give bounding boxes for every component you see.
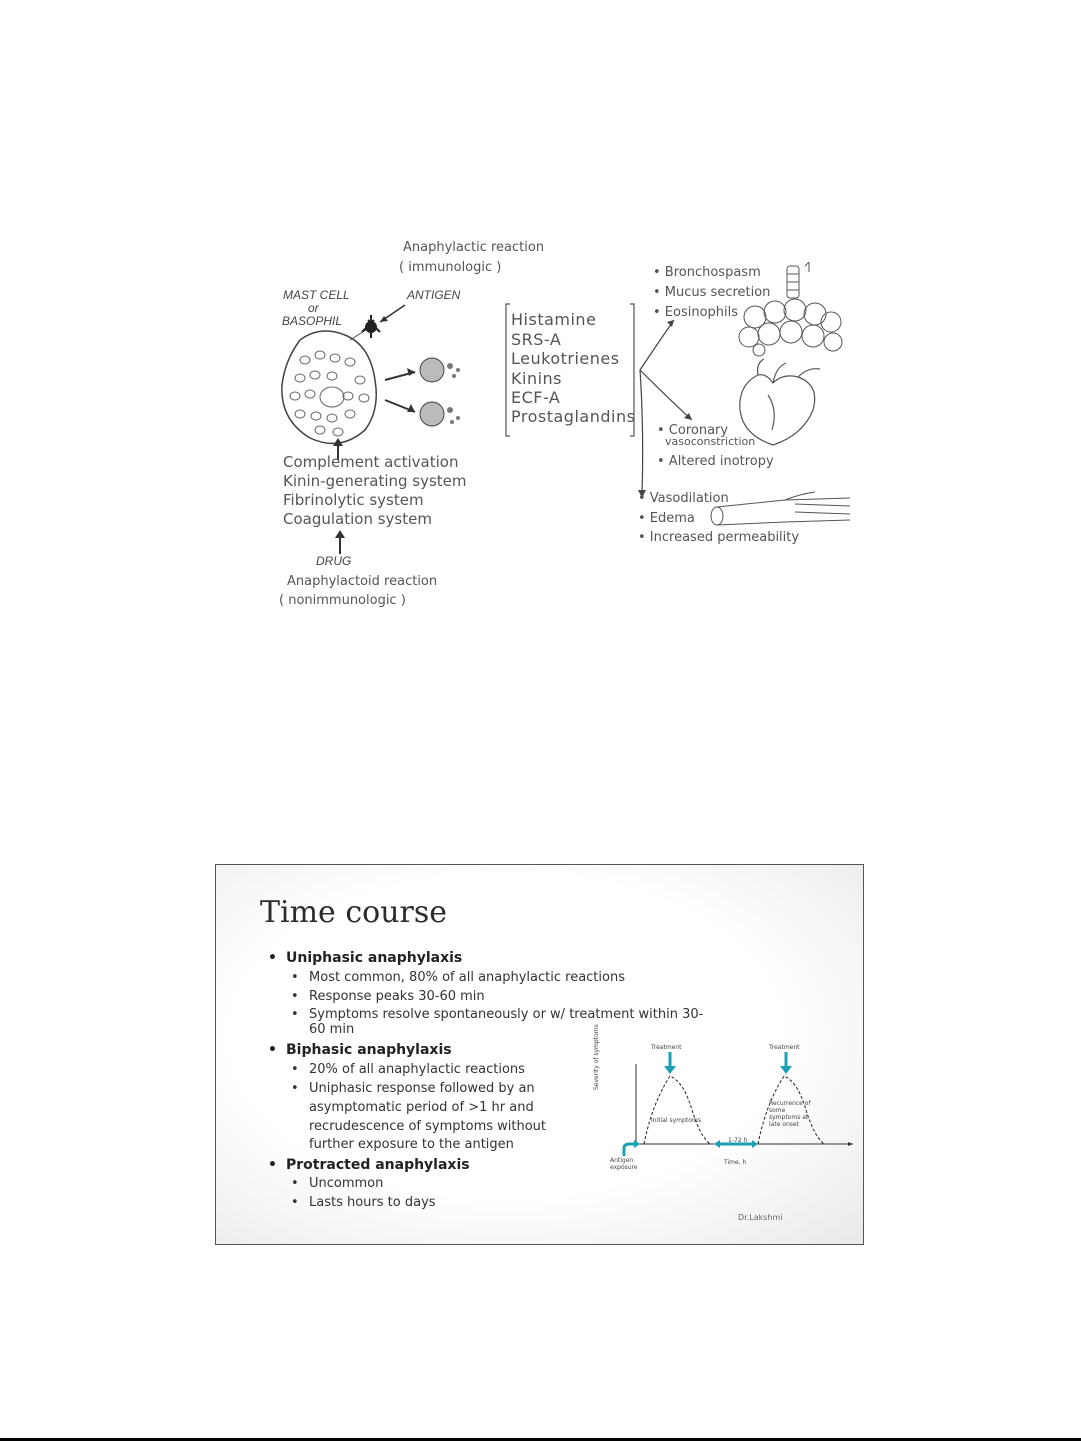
exposure-arrow-icon <box>624 1140 640 1156</box>
treatment-label: Treatment <box>769 1044 800 1051</box>
heart-effect-item: • Altered inotropy <box>657 454 774 469</box>
uniphasic-item: • Most common, 80% of all anaphylactic reactions <box>309 970 625 985</box>
biphasic-item-continued: further exposure to the antigen <box>309 1137 514 1152</box>
treatment-arrow-icon <box>664 1052 676 1074</box>
y-axis-label: Severity of symptoms <box>593 1024 600 1090</box>
interval-label: 1-72 h <box>728 1137 748 1144</box>
lungs-illustration <box>735 262 847 357</box>
uniphasic-item: • Symptoms resolve spontaneously or w/ treatment within 30- <box>309 1007 703 1022</box>
time-axis-label: Time, h <box>724 1159 747 1166</box>
lung-effect-item: • Mucus secretion <box>653 285 771 300</box>
anaphylactoid-reaction-label: Anaphylactoid reaction <box>287 574 438 589</box>
protracted-heading: • Protracted anaphylaxis <box>286 1157 470 1173</box>
protracted-item: • Uncommon <box>309 1176 383 1191</box>
up-arrow-icon <box>330 528 350 554</box>
drug-label: DRUG <box>316 554 352 568</box>
mediator-item: ECF-A <box>511 388 561 407</box>
biphasic-graph <box>608 1040 858 1175</box>
treatment-label: Treatment <box>651 1044 682 1051</box>
vessel-effect-item: • Edema <box>638 511 695 526</box>
vessel-effect-item: • Increased permeability <box>638 530 800 545</box>
protracted-item: • Lasts hours to days <box>309 1195 436 1210</box>
nonimmunologic-label: ( nonimmunologic ) <box>279 593 406 608</box>
treatment-arrow-icon <box>780 1052 792 1074</box>
late-symptoms-label: Recurrence of some symptoms at late onset <box>769 1100 811 1128</box>
biphasic-item-continued: recrudescence of symptoms without <box>309 1119 547 1134</box>
or-label: or <box>308 301 319 315</box>
vessel-effect-item: • Vasodilation <box>638 491 729 506</box>
heart-illustration <box>728 355 828 450</box>
biphasic-item-continued: asymptomatic period of >1 hr and <box>309 1100 534 1115</box>
mediator-item: Leukotrienes <box>511 349 620 368</box>
blood-vessel-illustration <box>705 488 855 533</box>
time-course-slide <box>215 864 864 1245</box>
system-item: Complement activation <box>283 453 459 471</box>
heart-effect-item: vasoconstriction <box>665 435 756 448</box>
lung-effect-item: • Eosinophils <box>653 305 739 320</box>
immunologic-label: ( immunologic ) <box>399 260 502 275</box>
mediator-item: SRS-A <box>511 330 562 349</box>
slide-credit: Dr.Lakshmi <box>738 1213 783 1222</box>
mediator-item: Prostaglandins <box>511 407 636 426</box>
mediator-item: Histamine <box>511 310 597 329</box>
mast-cell-label: MAST CELL <box>283 288 350 302</box>
uniphasic-heading: • Uniphasic anaphylaxis <box>286 950 462 966</box>
heart-effect-item: • Coronary <box>657 423 729 438</box>
mediator-item: Kinins <box>511 369 562 388</box>
biphasic-item: • 20% of all anaphylactic reactions <box>309 1062 525 1077</box>
system-item: Fibrinolytic system <box>283 491 424 509</box>
anaphylactic-reaction-label: Anaphylactic reaction <box>403 240 545 255</box>
slide-title: Time course <box>260 895 448 930</box>
basophil-label: BASOPHIL <box>282 314 343 328</box>
antigen-label: ANTIGEN <box>407 288 461 302</box>
biphasic-heading: • Biphasic anaphylaxis <box>286 1042 452 1058</box>
uniphasic-item: • Response peaks 30-60 min <box>309 989 485 1004</box>
branch-arrows <box>630 300 710 510</box>
system-item: Kinin-generating system <box>283 472 467 490</box>
initial-symptoms-label: Initial symptoms <box>651 1117 701 1124</box>
lung-effect-item: • Bronchospasm <box>653 265 761 280</box>
mast-cell-illustration <box>270 300 480 465</box>
biphasic-item: • Uniphasic response followed by an <box>309 1081 535 1096</box>
system-item: Coagulation system <box>283 510 432 528</box>
exposure-label: Antigen exposure <box>610 1157 638 1171</box>
uniphasic-item-continued: 60 min <box>309 1022 355 1037</box>
